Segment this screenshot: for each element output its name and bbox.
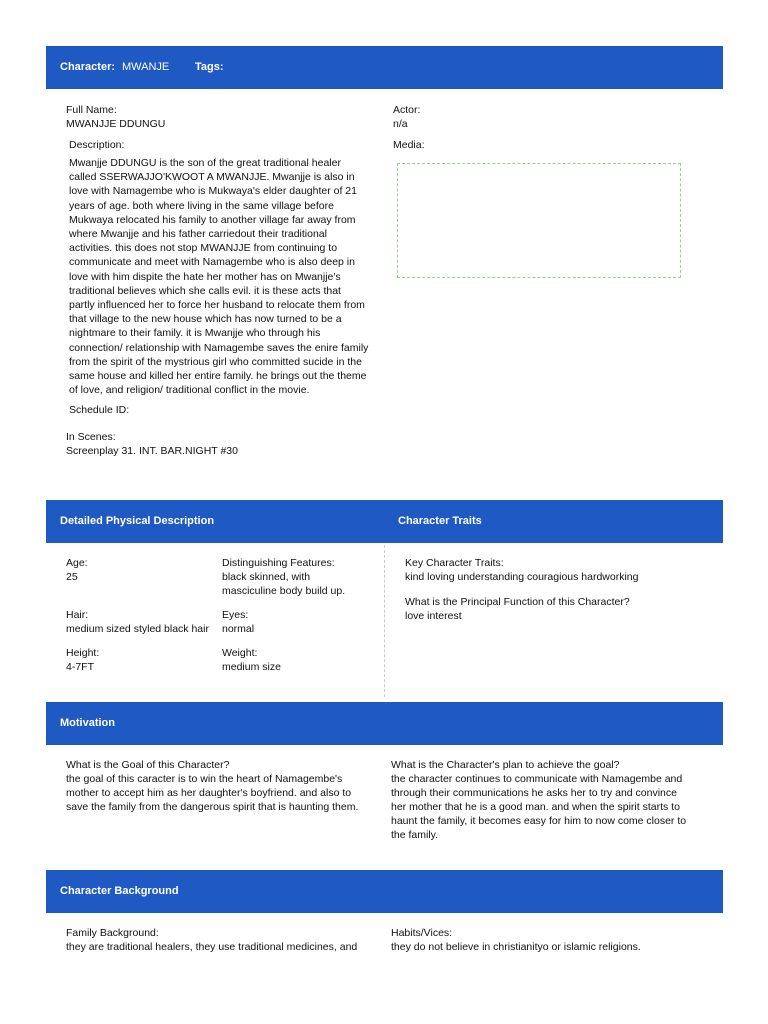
character-label: Character: xyxy=(60,61,116,73)
physical-traits-band xyxy=(46,500,723,543)
description-line: nightmare to their family. it is Mwanjje who through his xyxy=(69,327,321,340)
description-line: love with Namagembe who is Mukwaya's elder daughter of 21 xyxy=(69,185,357,198)
plan-line: her mother that he is a good man. and when the spirit starts to xyxy=(391,801,680,813)
habits-label: Habits/Vices: xyxy=(391,927,453,939)
height-value: 4-7FT xyxy=(66,661,95,673)
features-line: masciculine body build up. xyxy=(222,585,346,597)
goal-line: mother to accept him as her daughter's boyfriend. and also to xyxy=(66,787,352,799)
plan-line: the family. xyxy=(391,829,439,841)
column-divider xyxy=(384,545,385,697)
family-background-value: they are traditional healers, they use traditional medicines, and xyxy=(66,941,358,953)
character-name-value: MWANJE xyxy=(122,61,170,73)
plan-label: What is the Character's plan to achieve the goal? xyxy=(391,759,620,771)
description-line: partly influenced her to force her husband to relocate them from xyxy=(69,299,365,312)
description-line: from the spirit of the mystrious girl who committed sucide in the xyxy=(69,355,362,368)
background-section-title: Character Background xyxy=(60,885,179,897)
description-text xyxy=(69,156,394,397)
background-band xyxy=(46,870,723,913)
media-label: Media: xyxy=(393,139,425,151)
hair-label: Hair: xyxy=(66,609,89,621)
description-label: Description: xyxy=(69,139,125,151)
description-line: where Mwanjje and his father carriedout their traditional xyxy=(69,228,327,241)
features-line: black skinned, with xyxy=(222,571,311,583)
principal-function-value: love interest xyxy=(405,610,462,622)
description-line: connection/ relationship with Namagembe saves the enire family xyxy=(69,341,369,354)
character-header-band xyxy=(46,46,723,89)
motivation-section-title: Motivation xyxy=(60,717,115,729)
eyes-value: normal xyxy=(222,623,255,635)
description-line: communicate and meet with Namagembe who is also deep in xyxy=(69,256,355,269)
actor-value: n/a xyxy=(393,118,408,130)
weight-label: Weight: xyxy=(222,647,258,659)
plan-line: the character continues to communicate with Namagembe and xyxy=(391,773,683,785)
plan-line: through their communications he asks her to try and convince xyxy=(391,787,677,799)
goal-line: save the family from the dangerous spirit that is haunting them. xyxy=(66,801,359,813)
eyes-label: Eyes: xyxy=(222,609,249,621)
features-label: Distinguishing Features: xyxy=(222,557,335,569)
physical-section-title: Detailed Physical Description xyxy=(60,515,215,527)
description-line: activities. this does not stop MWANJJE from continuing to xyxy=(69,242,338,255)
key-traits-label: Key Character Traits: xyxy=(405,557,504,569)
description-line: Mwanjje DDUNGU is the son of the great traditional healer xyxy=(69,157,341,169)
description-line: of love, and religion/ traditional conflict in the movie. xyxy=(69,384,310,397)
schedule-id-label: Schedule ID: xyxy=(69,404,130,416)
description-line: that village to the new house which has now turned to be a xyxy=(69,313,342,326)
media-drop-area[interactable] xyxy=(397,163,681,278)
key-traits-value: kind loving understanding couragious hardworking xyxy=(405,571,639,583)
goal-line: the goal of this caracter is to win the heart of Namagembe's xyxy=(66,773,343,785)
age-value: 25 xyxy=(66,571,78,583)
hair-value: medium sized styled black hair xyxy=(66,623,209,635)
in-scenes-label: In Scenes: xyxy=(66,431,116,443)
weight-value: medium size xyxy=(222,661,281,673)
motivation-band xyxy=(46,702,723,745)
description-line: Mukwaya relocated his family to another village far away from xyxy=(69,213,356,226)
plan-line: haunt the family, it becomes easy for him to now come closer to xyxy=(391,815,687,827)
principal-function-label: What is the Principal Function of this Character? xyxy=(405,596,630,608)
description-line: years of age. both where living in the same village before xyxy=(69,199,334,212)
full-name-value: MWANJJE DDUNGU xyxy=(66,118,166,130)
habits-value: they do not believe in christianityo or islamic religions. xyxy=(391,941,641,953)
family-background-label: Family Background: xyxy=(66,927,159,939)
age-label: Age: xyxy=(66,557,88,569)
description-line: love with him dispite the hate her mother has on Mwanjje's xyxy=(69,270,341,283)
goal-label: What is the Goal of this Character? xyxy=(66,759,230,771)
description-line: traditional believes which she calls evil. it is these acts that xyxy=(69,284,341,297)
in-scenes-value: Screenplay 31. INT. BAR.NIGHT #30 xyxy=(66,445,238,457)
height-label: Height: xyxy=(66,647,100,659)
description-line: same house and killed her entire family. he brings out the theme xyxy=(69,370,367,383)
full-name-label: Full Name: xyxy=(66,104,117,116)
actor-label: Actor: xyxy=(393,104,421,116)
description-line: called SSERWAJJO'KWOOT A MWANJJE. Mwanjje is also in xyxy=(69,171,355,184)
tags-label: Tags: xyxy=(195,61,224,73)
traits-section-title: Character Traits xyxy=(398,515,482,527)
